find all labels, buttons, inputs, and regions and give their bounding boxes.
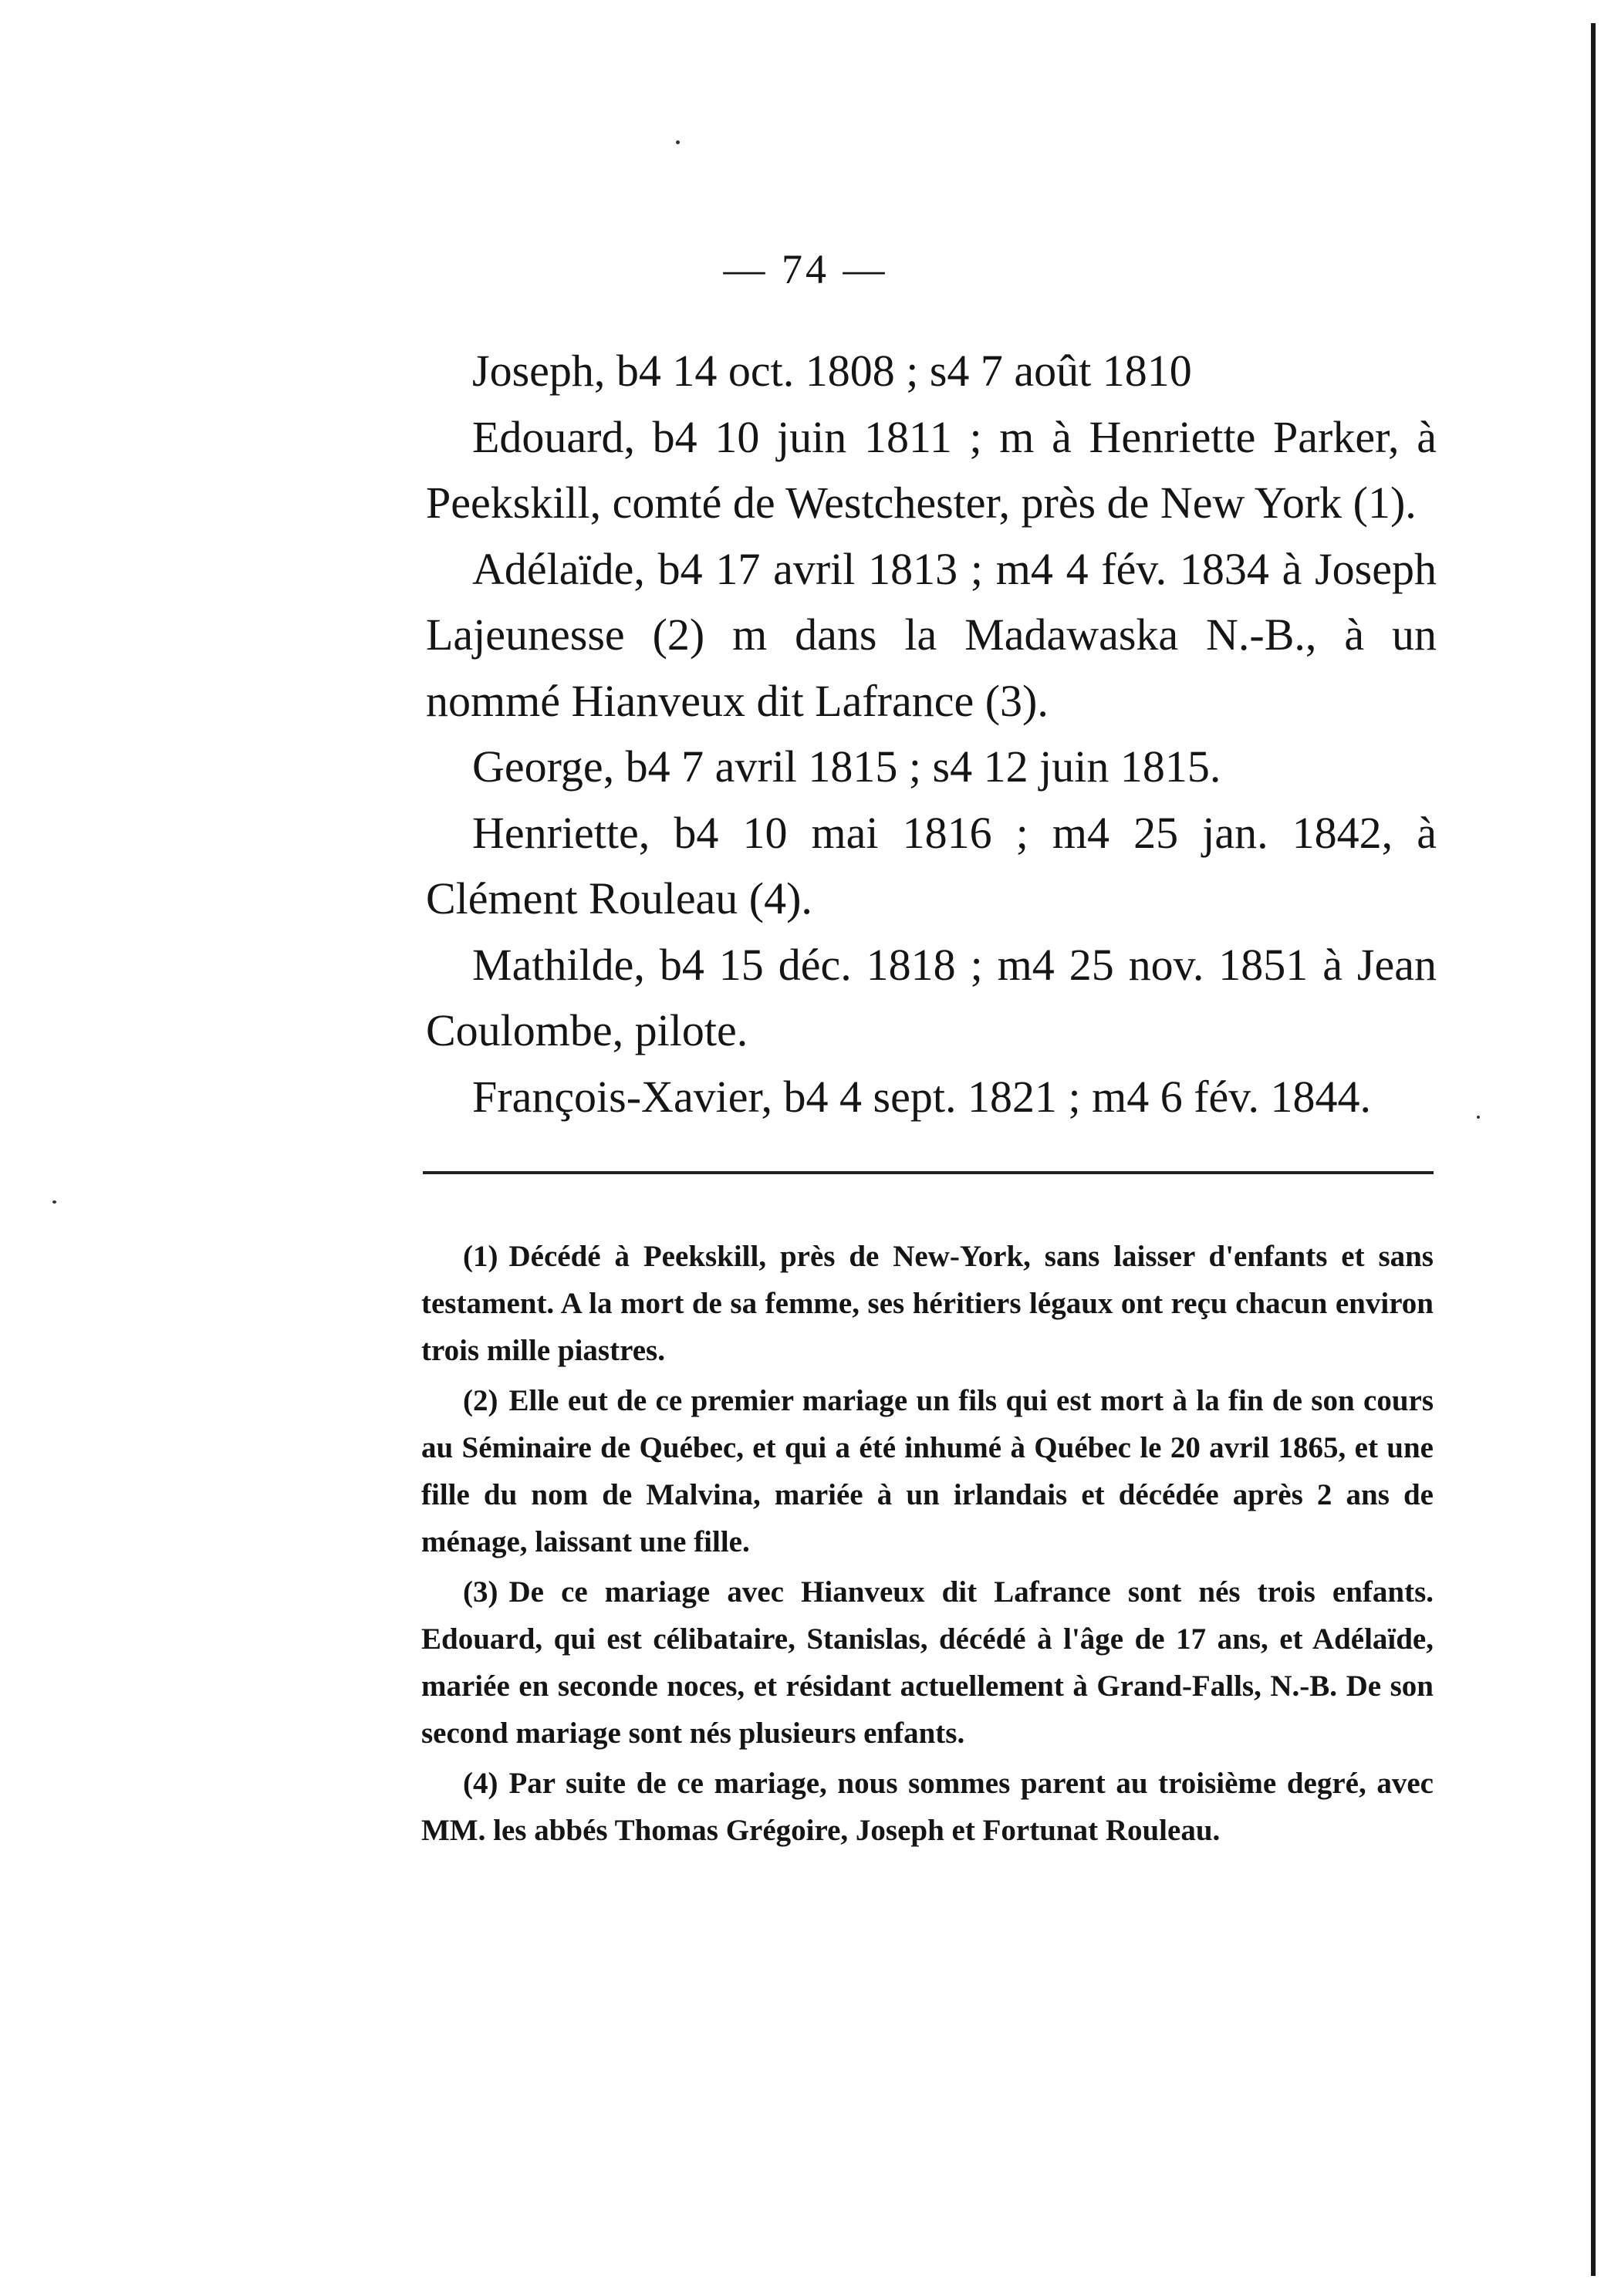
footnote-text: Elle eut de ce premier mariage un fils qui est mort à la fin de son cours au Séminaire de Québec, et qui a été inhumé à Québec le 20 avril 1865, et une fille du nom de Malvina, mariée à un irlandais et décédée après 2 ans de ménage, laissant une fille. <box>421 1384 1434 1558</box>
print-speck <box>676 140 680 144</box>
entry-adelaide: Adélaïde, b4 17 avril 1813 ; m4 4 fév. 1834 à Joseph Lajeunesse (2) m dans la Madawaska N.-B., à un nommé Hianveux dit Lafrance (3). <box>426 543 1437 726</box>
footnote-marker: (2) <box>463 1384 498 1417</box>
footnote-text: De ce mariage avec Hianveux dit Lafrance sont nés trois enfants. Edouard, qui est célibataire, Stanislas, décédé à l'âge de 17 ans, et Adélaïde, mariée en seconde noces, et résidant actuellement à Grand-Falls, N.-B. De son second mariage sont nés plusieurs enfants. <box>421 1575 1434 1750</box>
footnote-divider <box>423 1171 1434 1174</box>
print-speck <box>1477 1116 1480 1119</box>
footnote-4 <box>421 1760 1434 1854</box>
page-number: — 74 — <box>723 246 888 292</box>
entry-mathilde: Mathilde, b4 15 déc. 1818 ; m4 25 nov. 1851 à Jean Coulombe, pilote. <box>426 939 1437 1055</box>
footnotes <box>421 1233 1434 1857</box>
entry-francois-xavier: François-Xavier, b4 4 sept. 1821 ; m4 6 fév. 1844. <box>472 1071 1371 1122</box>
entry-edouard: Edouard, b4 10 juin 1811 ; m à Henriette Parker, à Peekskill, comté de Westchester, près de New York (1). <box>426 411 1437 528</box>
entry-joseph: Joseph, b4 14 oct. 1808 ; s4 7 août 1810 <box>472 346 1192 396</box>
page-edge-line <box>1591 23 1596 2276</box>
footnote-text: Par suite de ce mariage, nous sommes parent au troisième degré, avec MM. les abbés Thomas Grégoire, Joseph et Fortunat Rouleau. <box>421 1767 1434 1847</box>
entry-henriette: Henriette, b4 10 mai 1816 ; m4 25 jan. 1842, à Clément Rouleau (4). <box>426 807 1437 923</box>
print-speck <box>52 1200 56 1204</box>
footnote-2 <box>421 1377 1434 1565</box>
footnote-marker: (4) <box>463 1767 498 1800</box>
footnote-text: Décédé à Peekskill, près de New-York, sans laisser d'enfants et sans testament. A la mort de sa femme, ses héritiers légaux ont reçu chacun environ trois mille piastres. <box>421 1240 1434 1367</box>
footnote-marker: (3) <box>463 1575 498 1609</box>
footnote-1 <box>421 1233 1434 1374</box>
entry-george: George, b4 7 avril 1815 ; s4 12 juin 1815. <box>472 741 1221 792</box>
footnote-marker: (1) <box>463 1240 498 1273</box>
genealogy-entries <box>426 338 1437 1129</box>
footnote-3 <box>421 1568 1434 1757</box>
